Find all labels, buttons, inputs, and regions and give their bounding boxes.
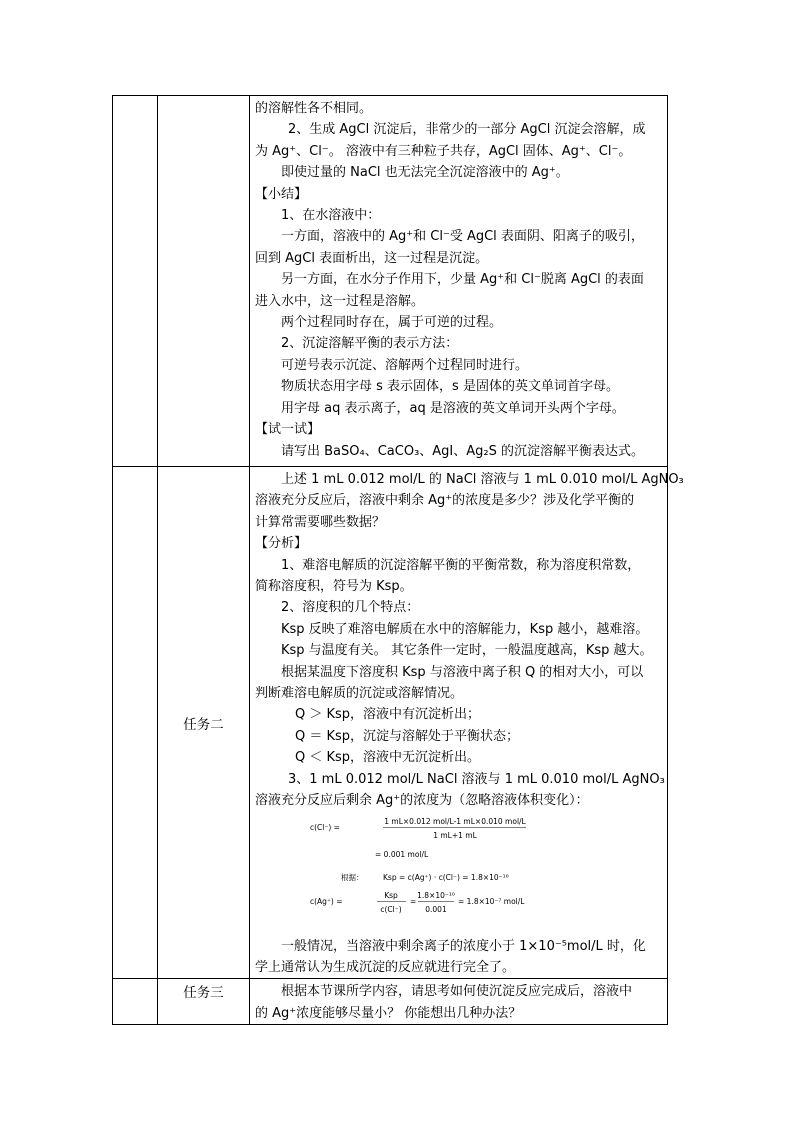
formula-text: Ksp = c(Ag⁺) · c(Cl⁻) = 1.8×10⁻¹⁰ [383,872,509,882]
formula-text: = 0.001 mol/L [375,849,429,859]
row3-label: 任务三 [158,979,250,1025]
text-line: 计算常需要哪些数据？ [255,514,386,530]
text-line: 另一方面，在水分子作用下，少量 Ag⁺和 Cl⁻脱离 AgCl 的表面 [281,272,644,288]
text-line: 判断难溶电解质的沉淀或溶解情况。 [255,686,464,702]
text-line: Q ＞ Ksp，溶液中有沉淀析出； [295,707,481,723]
text-line: 1、在水溶液中： [281,208,381,224]
text-line: 2、生成 AgCl 沉淀后，非常少的一部分 AgCl 沉淀会溶解，成 [288,122,646,138]
text-line: 回到 AgCl 表面析出，这一过程是沉淀。 [255,250,489,266]
row3-col1 [113,979,158,1025]
text-line: 上述 1 mL 0.012 mol/L 的 NaCl 溶液与 1 mL 0.010 mol/L AgNO₃ [281,472,684,487]
text-line: Ksp 反映了难溶电解质在水中的溶解能力，Ksp 越小，越难溶。 [281,621,649,637]
text-line: 一方面，溶液中的 Ag⁺和 Cl⁻受 AgCl 表面阴、阳离子的吸引， [281,229,644,245]
text-line: 可逆号表示沉淀、溶解两个过程同时进行。 [281,357,529,373]
text-line: 两个过程同时存在，属于可逆的过程。 [281,315,503,331]
section-heading: 【分析】 [255,536,308,552]
formula-text: c(Ag⁺) = [310,896,343,906]
formula-text: = 1.8×10⁻⁷ mol/L [458,896,525,906]
formula-text: 根据： [341,872,364,882]
formula-text: c(Cl⁻) [380,904,402,914]
formula-text: 1 mL+1 mL [433,830,477,840]
lesson-table [112,95,684,1025]
concentration-calculation [255,816,663,934]
row1-col1 [113,96,158,467]
text-line: 简称溶度积，符号为 Ksp。 [255,579,413,595]
text-line: 进入水中，这一过程是溶解。 [255,293,425,309]
text-line: 1、难溶电解质的沉淀溶解平衡的平衡常数，称为溶度积常数， [281,557,641,573]
row2-content [250,467,684,979]
text-line: 2、溶度积的几个特点： [281,600,420,616]
row2-col1 [113,467,158,979]
formula-text: c(Cl⁻) = [310,822,340,832]
row1-col2 [158,96,250,467]
text-line: 用字母 aq 表示离子，aq 是溶液的英文单词开头两个字母。 [281,400,625,416]
text-line: 为 Ag⁺、Cl⁻。 溶液中有三种粒子共存，AgCl 固体、Ag⁺、Cl⁻。 [255,143,632,159]
section-heading: 【试一试】 [255,422,321,438]
text-line: 即使过量的 NaCl 也无法完全沉淀溶液中的 Ag⁺。 [281,165,569,181]
row3-content [250,979,668,1025]
formula-text: 1.8×10⁻¹⁰ [417,890,455,900]
text-line: Q ＝ Ksp，沉淀与溶解处于平衡状态； [295,728,520,744]
row1-content [250,96,668,467]
text-line: 学上通常认为生成沉淀的反应就进行完全了。 [255,959,516,975]
text-line: 根据本节课所学内容，请思考如何使沉淀反应完成后，溶液中 [281,984,633,1000]
formula-text: 0.001 [425,904,447,914]
text-line: 物质状态用字母 s 表示固体，s 是固体的英文单词首字母。 [281,379,619,395]
row2-label: 任务二 [158,467,250,979]
table-row-2 [113,467,668,979]
text-line: 的溶解性各不相同。 [255,101,373,116]
text-line: 请写出 BaSO₄、CaCO₃、AgI、Ag₂S 的沉淀溶解平衡表达式。 [281,443,644,459]
table-row-3 [113,979,668,1025]
text-line: 溶液充分反应后剩余 Ag⁺的浓度为（忽略溶液体积变化）： [255,793,589,809]
section-heading: 【小结】 [255,186,308,202]
text-line: 根据某温度下溶度积 Ksp 与溶液中离子积 Q 的相对大小，可以 [281,664,644,680]
formula-text: = [410,896,417,906]
text-line: 一般情况，当溶液中剩余离子的浓度小于 1×10⁻⁵mol/L 时，化 [281,938,646,954]
text-line: Q ＜ Ksp，溶液中无沉淀析出。 [295,750,481,766]
text-line: 2、沉淀溶解平衡的表示方法： [281,336,459,352]
text-line: Ksp 与温度有关。 其它条件一定时，一般温度越高，Ksp 越大。 [281,643,653,659]
formula-text: Ksp [384,890,398,900]
text-line: 溶液充分反应后，溶液中剩余 Ag⁺的浓度是多少？涉及化学平衡的 [255,493,635,509]
text-line: 的 Ag⁺浓度能够尽量小？ 你能想出几种办法？ [255,1005,522,1021]
formula-text: 1 mL×0.012 mol/L-1 mL×0.010 mol/L [384,816,526,826]
table-row-1 [113,96,668,467]
text-line: 3、1 mL 0.012 mol/L NaCl 溶液与 1 mL 0.010 mol/L AgNO₃ [288,771,665,787]
